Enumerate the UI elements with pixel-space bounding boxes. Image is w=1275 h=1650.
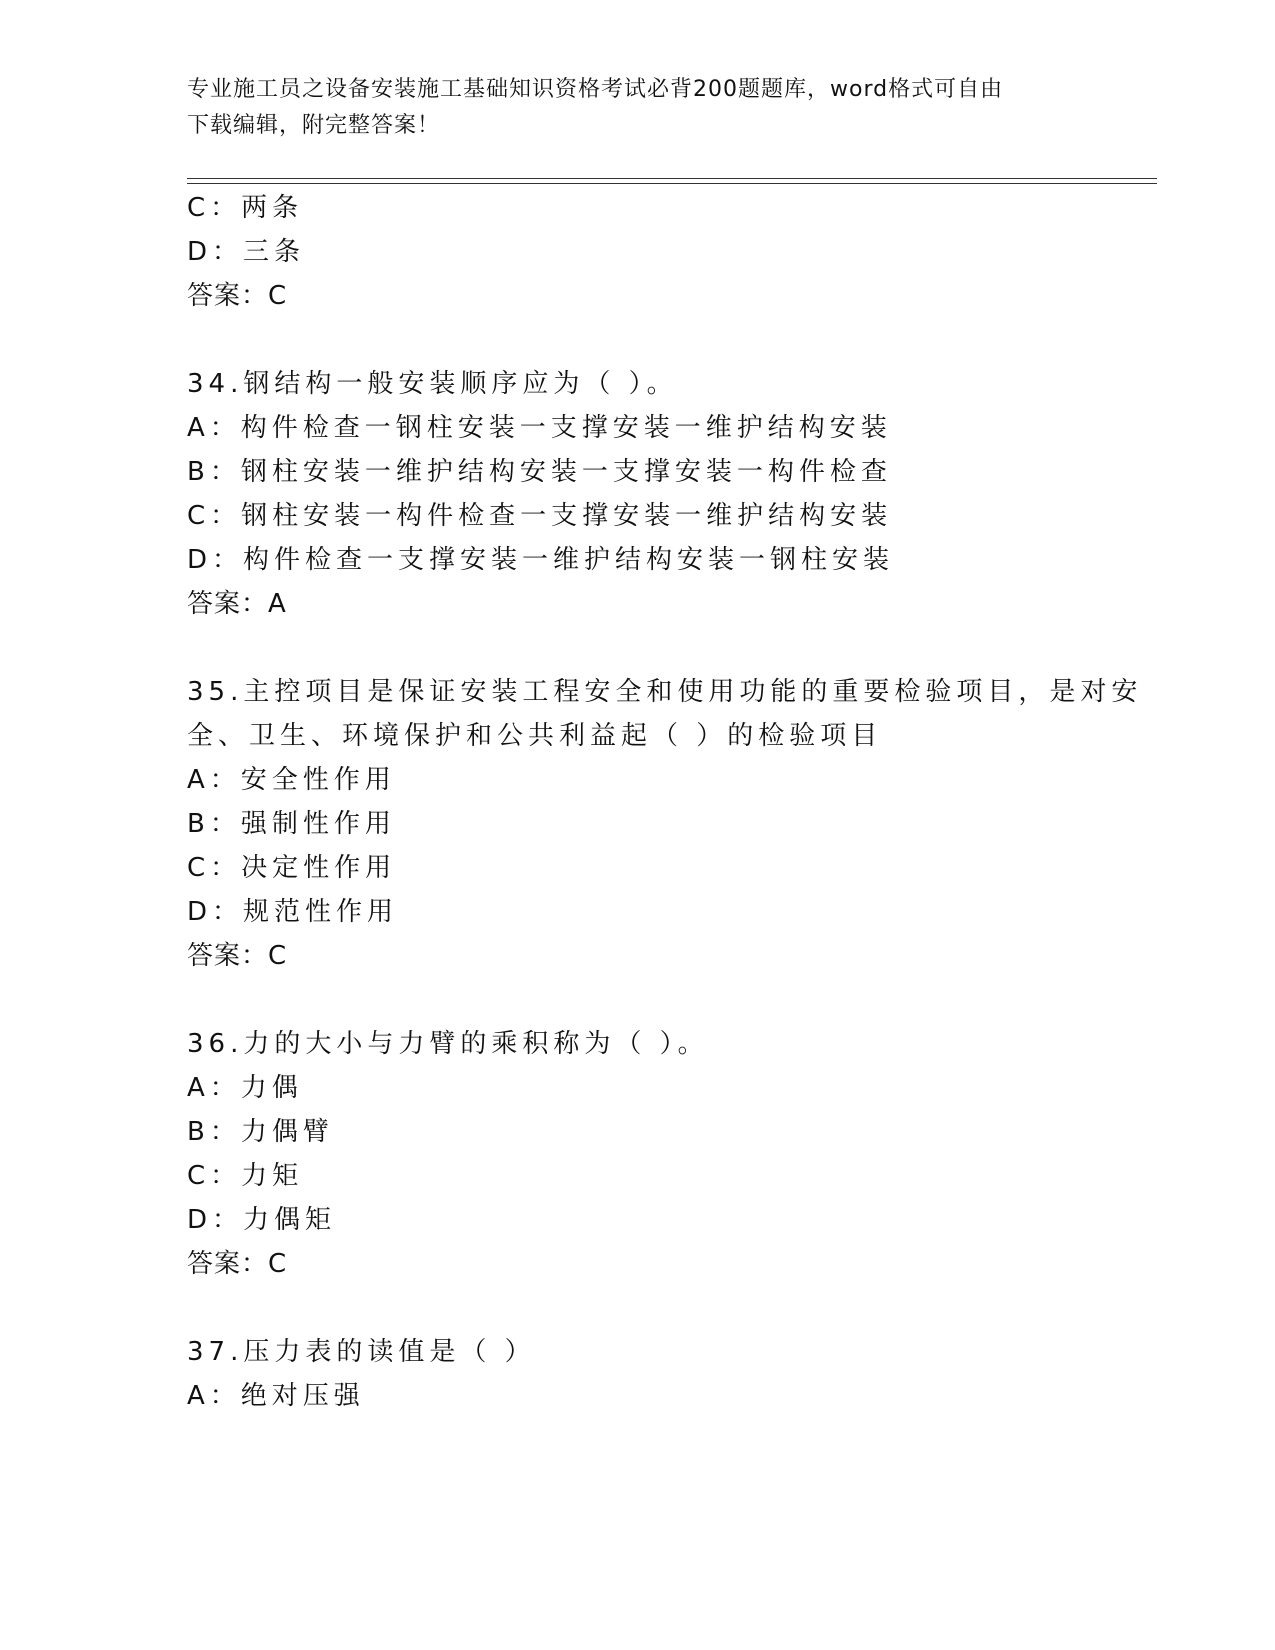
header-line-1: 专业施工员之设备安装施工基础知识资格考试必背200题题库，word格式可自由 [187,77,1004,102]
q36-answer: 答案：C [187,1249,288,1279]
q34-answer: 答案：A [187,589,287,619]
q35-answer: 答案：C [187,941,288,971]
q35-stem-line-2: 全、卫生、环境保护和公共利益起（ ）的检验项目 [187,721,883,751]
header-line-2: 下载编辑，附完整答案！ [187,113,441,138]
q36-option-a: A：力偶 [187,1073,303,1103]
header-divider-top [187,178,1157,179]
q34-stem: 34.钢结构一般安装顺序应为（ ）。 [187,369,678,399]
q37-stem: 37.压力表的读值是（ ） [187,1337,536,1367]
q36-option-b: B：力偶臂 [187,1117,334,1147]
q36-stem: 36.力的大小与力臂的乘积称为（ ）。 [187,1029,709,1059]
q34-option-c: C：钢柱安装一构件检查一支撑安装一维护结构安装 [187,501,893,531]
q35-stem-line-1: 35.主控项目是保证安装工程安全和使用功能的重要检验项目，是对安 [187,677,1143,707]
q37-option-a: A：绝对压强 [187,1381,365,1411]
q35-option-d: D：规范性作用 [187,897,399,927]
q33-option-c: C：两条 [187,193,304,223]
q34-option-a: A：构件检查一钢柱安装一支撑安装一维护结构安装 [187,413,892,443]
q34-option-b: B：钢柱安装一维护结构安装一支撑安装一构件检查 [187,457,892,487]
q34-option-d: D：构件检查一支撑安装一维护结构安装一钢柱安装 [187,545,895,575]
document-header [187,72,1087,144]
q35-option-b: B：强制性作用 [187,809,396,839]
q33-answer: 答案：C [187,281,288,311]
q35-option-c: C：决定性作用 [187,853,397,883]
q36-option-c: C：力矩 [187,1161,304,1191]
q35-option-a: A：安全性作用 [187,765,396,795]
q36-option-d: D：力偶矩 [187,1205,337,1235]
header-divider-bottom [187,183,1157,184]
q33-option-d: D：三条 [187,237,306,267]
